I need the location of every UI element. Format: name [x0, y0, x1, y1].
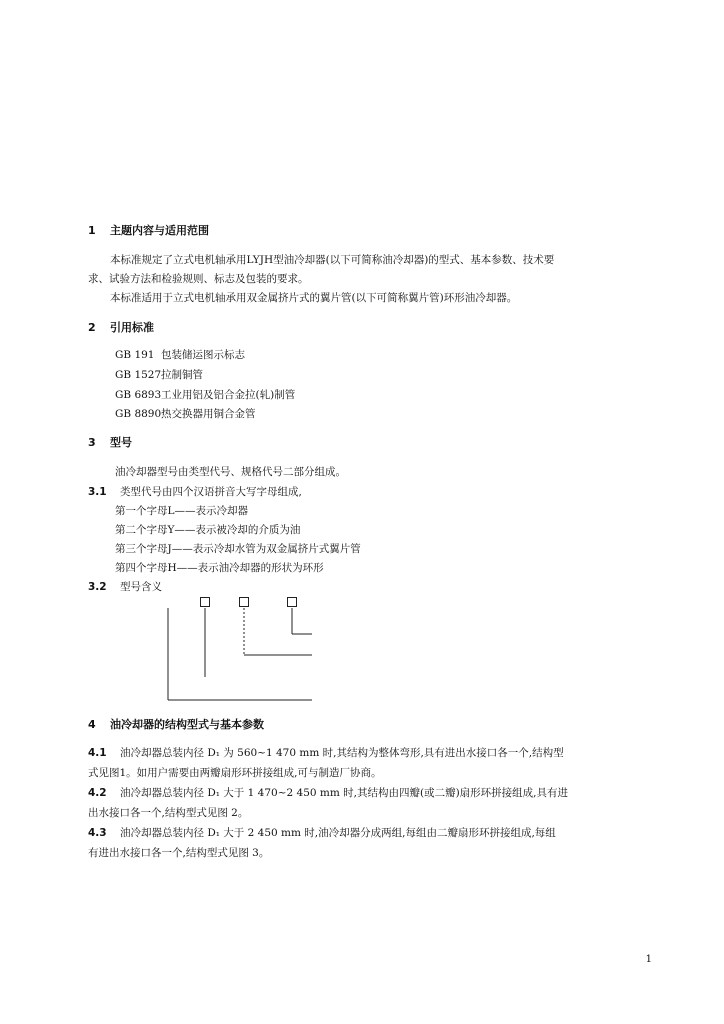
section-title: 型号	[110, 436, 132, 449]
paragraph: 油冷却器型号由类型代号、规格代号二部分组成。	[115, 466, 346, 478]
reference-name: 拉制铜管	[161, 369, 203, 381]
letter-definition: 第一个字母L——表示冷却器	[115, 505, 248, 517]
subsection-number: 3.1	[88, 486, 107, 498]
subsection-number: 4.1	[88, 747, 107, 759]
reference-code: GB 8890	[115, 408, 162, 420]
section-title: 油冷却器的结构型式与基本参数	[110, 718, 264, 731]
letter-definition: 第四个字母H——表示油冷却器的形状为环形	[115, 562, 324, 574]
section-number: 4	[88, 718, 96, 731]
paragraph: 出水接口各一个,结构型式见图 2。	[88, 807, 249, 819]
section-number: 2	[88, 321, 96, 334]
reference-name: 包装储运图示标志	[161, 349, 245, 361]
subsection-text: 油冷却器总装内径 D₁ 大于 2 450 mm 时,油冷却器分成两组,每组由二瓣扇形环拼接组成,每组	[120, 827, 556, 839]
page-number: 1	[645, 954, 652, 965]
paragraph: 本标准适用于立式电机轴承用双金属挤片式的翼片管(以下可简称翼片管)环形油冷却器。	[110, 292, 518, 304]
subsection-text: 类型代号由四个汉语拼音大写字母组成,	[120, 486, 302, 498]
subsection-text: 油冷却器总装内径 D₁ 为 560~1 470 mm 时,其结构为整体弯形,具有进出水接口各一个,结构型	[120, 747, 564, 759]
section-title: 引用标准	[110, 321, 154, 334]
paragraph: 式见图1。如用户需要由两瓣扇形环拼接组成,可与制造厂协商。	[88, 767, 382, 779]
subsection-4-1	[88, 746, 564, 760]
reference-code: GB 1527	[115, 369, 162, 381]
spec-box-rows	[239, 597, 249, 607]
section-number: 1	[88, 224, 96, 237]
paragraph: 本标准规定了立式电机轴承用LYJH型油冷却器(以下可简称油冷却器)的型式、基本参数、技术要	[110, 254, 555, 266]
paragraph: 求、试验方法和检验规则、标志及包装的要求。	[88, 273, 309, 285]
subsection-text: 油冷却器总装内径 D₁ 大于 1 470~2 450 mm 时,其结构由四瓣(或二瓣)扇形环拼接组成,具有进	[120, 787, 569, 799]
reference-name: 热交换器用铜合金管	[161, 408, 256, 420]
subsection-text: 型号含义	[120, 581, 162, 593]
reference-name: 工业用铝及铝合金拉(轧)制管	[161, 389, 296, 401]
letter-definition: 第二个字母Y——表示被冷却的介质为油	[115, 524, 301, 536]
subsection-4-2	[88, 786, 568, 800]
reference-code: GB 6893	[115, 389, 162, 401]
section-4-heading	[88, 718, 264, 732]
paragraph: 有进出水接口各一个,结构型式见图 3。	[88, 847, 270, 859]
reference-code: GB 191	[115, 349, 155, 361]
subsection-4-3	[88, 826, 556, 840]
spec-box-tubes-per-row	[287, 597, 297, 607]
spec-box-inner-diameter	[200, 597, 210, 607]
subsection-number: 4.3	[88, 827, 107, 839]
section-title: 主题内容与适用范围	[110, 224, 209, 237]
letter-definition: 第三个字母J——表示冷却水管为双金属挤片式翼片管	[115, 543, 361, 555]
subsection-number: 4.2	[88, 787, 107, 799]
section-number: 3	[88, 436, 96, 449]
subsection-number: 3.2	[88, 581, 107, 593]
